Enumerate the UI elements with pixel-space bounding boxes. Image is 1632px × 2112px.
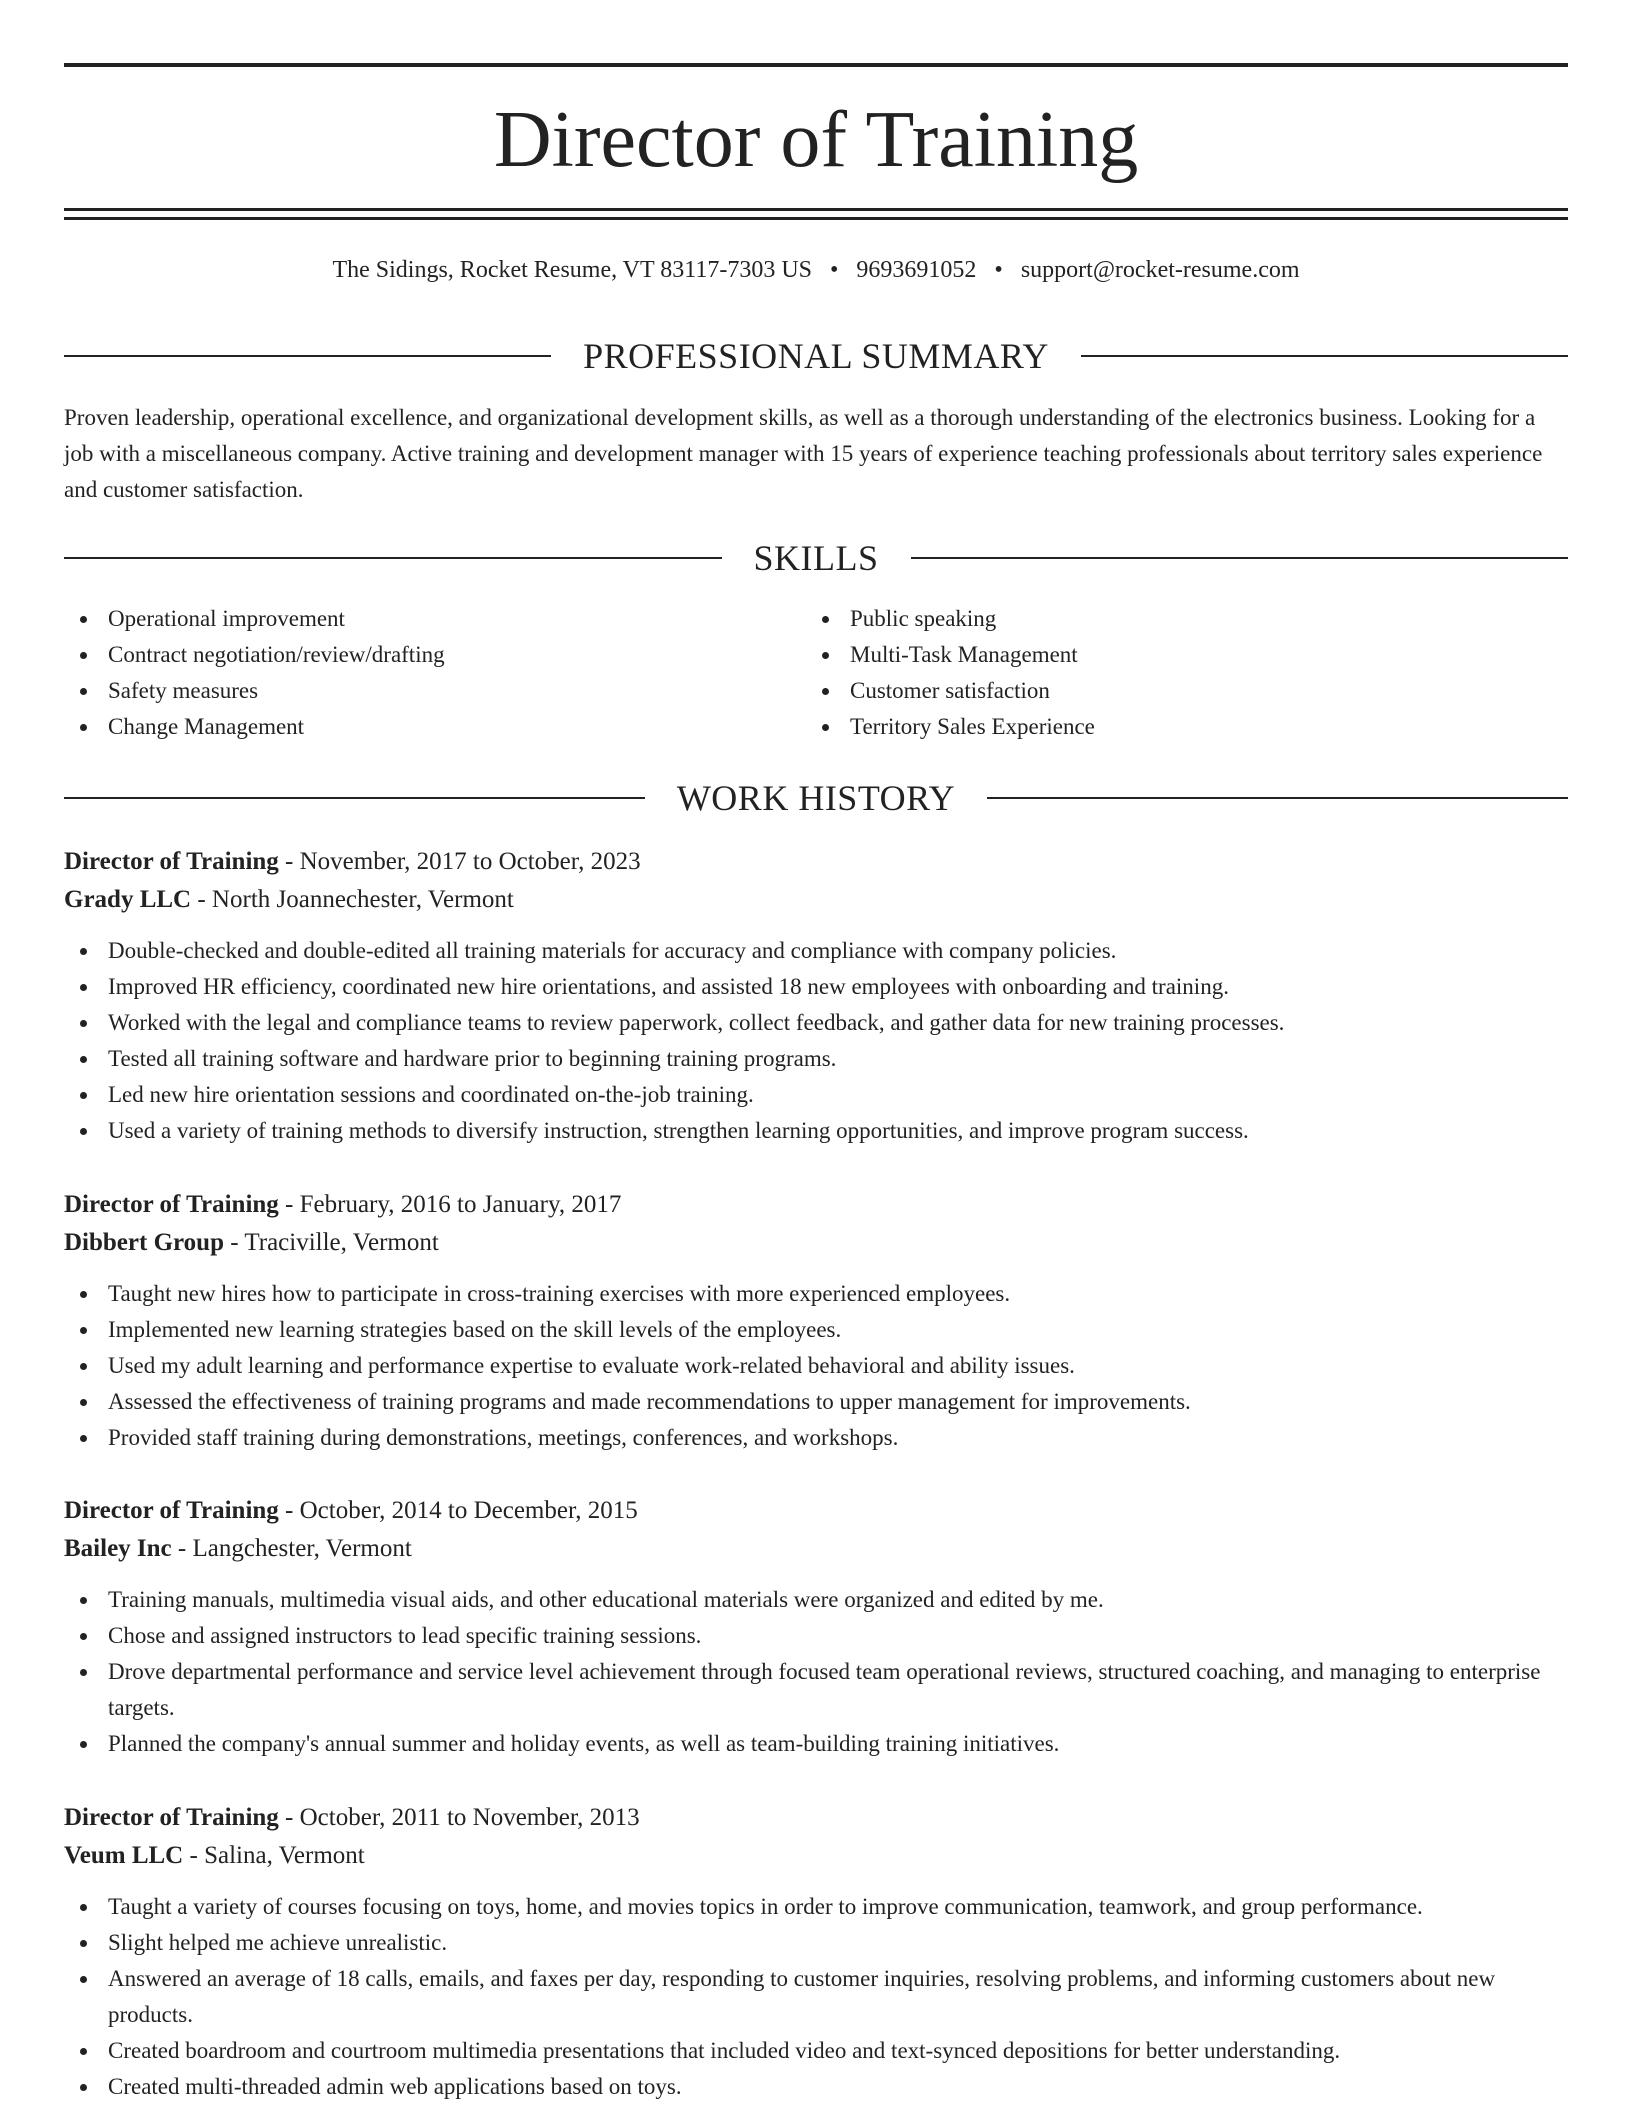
job-title-line — [64, 843, 1568, 881]
job-bullet: Answered an average of 18 calls, emails, and faxes per day, responding to customer inquiries, resolving problems, and informing customers about new products. — [64, 1961, 1568, 2033]
job-company-line — [64, 1224, 1568, 1262]
heading-rule — [911, 557, 1569, 559]
job-dates: - October, 2011 to November, 2013 — [278, 1804, 640, 1831]
job-location: - North Joannechester, Vermont — [191, 886, 514, 913]
job-bullet: Improved HR efficiency, coordinated new hire orientations, and assisted 18 new employees with onboarding and training. — [64, 969, 1568, 1005]
job-bullet: Training manuals, multimedia visual aids, and other educational materials were organized and edited by me. — [64, 1582, 1568, 1618]
job-bullet: Drove departmental performance and service level achievement through focused team operational reviews, structured coaching, and managing to enterprise targets. — [64, 1654, 1568, 1726]
skills-list — [64, 601, 1568, 745]
section-heading-skills — [64, 536, 1568, 580]
job-entry — [64, 1799, 1568, 2105]
job-bullet: Used my adult learning and performance expertise to evaluate work-related behavioral and ability issues. — [64, 1348, 1568, 1384]
skill-item: Change Management — [64, 709, 806, 745]
section-title: PROFESSIONAL SUMMARY — [583, 336, 1049, 376]
job-bullet: Double-checked and double-edited all training materials for accuracy and compliance with company policies. — [64, 933, 1568, 969]
skill-item: Safety measures — [64, 673, 806, 709]
job-bullet: Taught new hires how to participate in cross-training exercises with more experienced employees. — [64, 1276, 1568, 1312]
job-bullet: Implemented new learning strategies based on the skill levels of the employees. — [64, 1312, 1568, 1348]
job-company: Dibbert Group — [64, 1229, 224, 1256]
job-entry — [64, 1186, 1568, 1456]
job-title: Director of Training — [64, 1804, 279, 1831]
header-top-rule — [64, 63, 1568, 67]
job-dates: - February, 2016 to January, 2017 — [278, 1191, 622, 1218]
skill-item: Territory Sales Experience — [806, 709, 1548, 745]
job-company-line — [64, 1530, 1568, 1568]
contact-email: support@rocket-resume.com — [1020, 257, 1300, 283]
job-location: - Traciville, Vermont — [223, 1229, 439, 1256]
header-double-rule — [64, 208, 1568, 220]
skill-item: Contract negotiation/review/drafting — [64, 637, 806, 673]
job-dates: - November, 2017 to October, 2023 — [278, 848, 641, 875]
heading-rule — [987, 797, 1568, 799]
job-location: - Langchester, Vermont — [171, 1535, 412, 1562]
job-bullet: Worked with the legal and compliance teams to review paperwork, collect feedback, and gather data for new training processes. — [64, 1005, 1568, 1041]
skill-item: Multi-Task Management — [806, 637, 1548, 673]
heading-rule — [1081, 355, 1568, 357]
section-title: WORK HISTORY — [676, 778, 956, 818]
job-bullet: Planned the company's annual summer and holiday events, as well as team-building training initiatives. — [64, 1726, 1568, 1762]
job-bullet: Used a variety of training methods to diversify instruction, strengthen learning opportunities, and improve program success. — [64, 1113, 1568, 1149]
job-bullets — [64, 1276, 1568, 1456]
job-location: - Salina, Vermont — [183, 1842, 365, 1869]
job-bullet: Chose and assigned instructors to lead specific training sessions. — [64, 1618, 1568, 1654]
job-company: Bailey Inc — [64, 1535, 172, 1562]
job-entry — [64, 843, 1568, 1149]
job-bullets — [64, 1889, 1568, 2105]
job-company-line — [64, 1837, 1568, 1875]
section-heading-summary — [64, 334, 1568, 378]
job-bullet: Taught a variety of courses focusing on toys, home, and movies topics in order to improve communication, teamwork, and group performance. — [64, 1889, 1568, 1925]
contact-address: The Sidings, Rocket Resume, VT 83117-7303 US — [332, 257, 813, 283]
heading-rule — [64, 355, 551, 357]
contact-separator: • — [994, 257, 1003, 283]
section-heading-work-history — [64, 776, 1568, 820]
skill-item: Operational improvement — [64, 601, 806, 637]
job-bullet: Led new hire orientation sessions and coordinated on-the-job training. — [64, 1077, 1568, 1113]
summary-text: Proven leadership, operational excellence, and organizational development skills, as well as a thorough understanding of the electronics business. Looking for a job with a miscellaneous company. Active training and development manager with 15 years of experience teaching professionals about territory sales experience and customer satisfaction. — [64, 405, 1543, 502]
job-bullets — [64, 933, 1568, 1149]
job-company-line — [64, 881, 1568, 919]
job-title: Director of Training — [64, 1497, 279, 1524]
heading-rule — [64, 797, 645, 799]
job-title-line — [64, 1799, 1568, 1837]
job-title-line — [64, 1492, 1568, 1530]
contact-separator: • — [830, 257, 839, 283]
heading-rule — [64, 557, 722, 559]
job-company: Veum LLC — [64, 1842, 184, 1869]
job-bullet: Tested all training software and hardware prior to beginning training programs. — [64, 1041, 1568, 1077]
job-bullet: Created multi-threaded admin web applications based on toys. — [64, 2069, 1568, 2105]
job-title: Director of Training — [64, 848, 279, 875]
job-entry — [64, 1492, 1568, 1762]
skill-item: Public speaking — [806, 601, 1548, 637]
job-bullet: Provided staff training during demonstrations, meetings, conferences, and workshops. — [64, 1420, 1568, 1456]
job-bullet: Created boardroom and courtroom multimedia presentations that included video and text-synced depositions for better understanding. — [64, 2033, 1568, 2069]
job-bullets — [64, 1582, 1568, 1762]
job-title: Director of Training — [64, 1191, 279, 1218]
skills-column-left — [64, 601, 806, 745]
job-bullet: Slight helped me achieve unrealistic. — [64, 1925, 1568, 1961]
job-dates: - October, 2014 to December, 2015 — [278, 1497, 638, 1524]
contact-phone: 9693691052 — [856, 257, 977, 283]
resume-name: Director of Training — [493, 96, 1139, 184]
section-title: SKILLS — [753, 538, 879, 578]
skill-item: Customer satisfaction — [806, 673, 1548, 709]
job-bullet: Assessed the effectiveness of training programs and made recommendations to upper management for improvements. — [64, 1384, 1568, 1420]
job-title-line — [64, 1186, 1568, 1224]
contact-line — [64, 254, 1568, 286]
skills-column-right — [806, 601, 1548, 745]
job-company: Grady LLC — [64, 886, 192, 913]
